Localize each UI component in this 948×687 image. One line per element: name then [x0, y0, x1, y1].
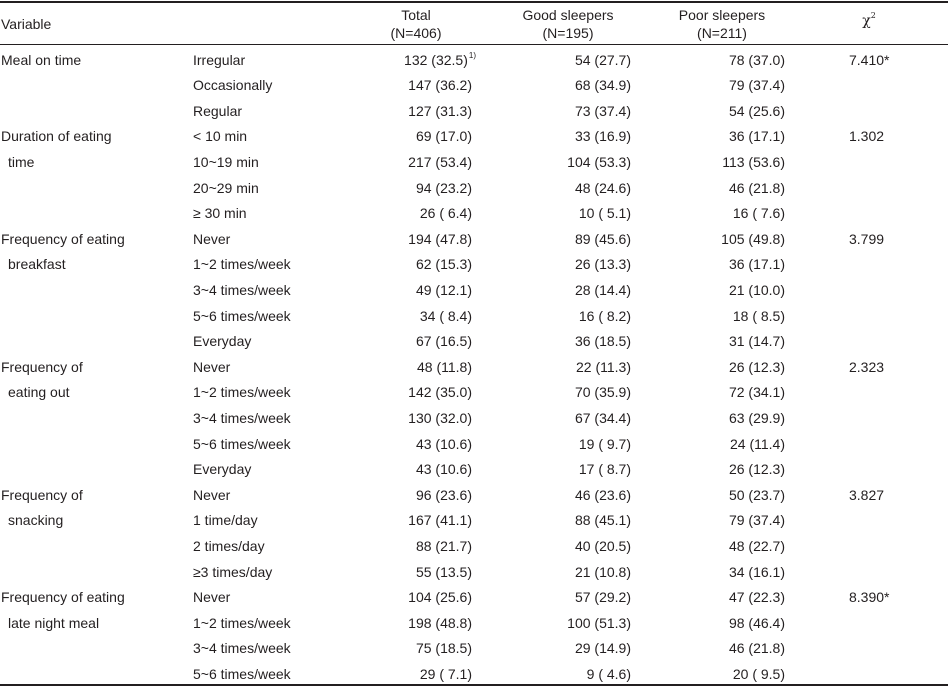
- cell-category: Never: [193, 230, 231, 247]
- cell-category: 3~4 times/week: [193, 409, 291, 426]
- cell-good-sleepers: 67 (34.4): [574, 409, 631, 426]
- cell-category: 3~4 times/week: [193, 640, 291, 657]
- table-row: [0, 48, 948, 74]
- cell-total: 217 (53.4): [408, 153, 472, 170]
- cell-poor-sleepers: 31 (14.7): [728, 333, 785, 350]
- cell-poor-sleepers: 79 (37.4): [728, 512, 785, 529]
- cell-category: 1~2 times/week: [193, 614, 291, 631]
- header-poor-n: (N=211): [697, 25, 747, 41]
- header-good-sleepers: [515, 6, 621, 42]
- cell-chi-square: 2.323: [849, 358, 885, 375]
- cell-variable: time: [8, 153, 35, 170]
- cell-poor-sleepers: 47 (22.3): [728, 589, 785, 606]
- cell-total: 29 ( 7.1): [419, 665, 472, 682]
- cell-good-sleepers: 40 (20.5): [574, 537, 631, 554]
- cell-variable: eating out: [8, 384, 70, 401]
- cell-category: Regular: [193, 102, 243, 119]
- table-row: [0, 73, 948, 99]
- cell-category: 3~4 times/week: [193, 281, 291, 298]
- table-row: [0, 278, 948, 304]
- cell-good-sleepers: 19 ( 9.7): [578, 435, 631, 452]
- cell-total: 142 (35.0): [408, 384, 472, 401]
- header-poor-label: Poor sleepers: [678, 7, 766, 23]
- cell-poor-sleepers: 46 (21.8): [728, 640, 785, 657]
- cell-category: 5~6 times/week: [193, 435, 291, 452]
- cell-total: 67 (16.5): [415, 333, 472, 350]
- table-row: [0, 99, 948, 125]
- table-row: [0, 355, 948, 381]
- cell-category: ≥3 times/day: [193, 563, 273, 580]
- cell-category: 5~6 times/week: [193, 665, 291, 682]
- cell-variable: breakfast: [8, 256, 66, 273]
- table-row: [0, 329, 948, 355]
- cell-good-sleepers: 46 (23.6): [574, 486, 631, 503]
- cell-category: 2 times/day: [193, 537, 265, 554]
- table-row: [0, 560, 948, 586]
- table-row: [0, 201, 948, 227]
- cell-category: Irregular: [193, 51, 246, 68]
- cell-poor-sleepers: 26 (12.3): [728, 358, 785, 375]
- table-row: [0, 406, 948, 432]
- cell-total: 127 (31.3): [408, 102, 472, 119]
- cell-variable: Frequency of eating: [1, 230, 125, 247]
- cell-category: 1~2 times/week: [193, 256, 291, 273]
- cell-poor-sleepers: 18 ( 8.5): [732, 307, 785, 324]
- cell-total: 43 (10.6): [415, 461, 472, 478]
- cell-good-sleepers: 89 (45.6): [574, 230, 631, 247]
- table-row: [0, 150, 948, 176]
- cell-total: 48 (11.8): [417, 358, 472, 375]
- cell-total: 104 (25.6): [408, 589, 472, 606]
- cell-poor-sleepers: 63 (29.9): [728, 409, 785, 426]
- header-variable: Variable: [1, 16, 52, 32]
- table-row: [0, 483, 948, 509]
- cell-category: 5~6 times/week: [193, 307, 291, 324]
- cell-category: 10~19 min: [193, 153, 259, 170]
- cell-total: 96 (23.6): [415, 486, 472, 503]
- cell-category: Everyday: [193, 461, 252, 478]
- cell-category: < 10 min: [193, 128, 248, 145]
- cell-chi-square: 3.827: [849, 486, 885, 503]
- cell-chi-square: 7.410*: [849, 51, 890, 68]
- cell-total: 34 ( 8.4): [419, 307, 472, 324]
- table-row: [0, 227, 948, 253]
- cell-good-sleepers: 33 (16.9): [574, 128, 631, 145]
- cell-good-sleepers: 22 (11.3): [576, 358, 631, 375]
- cell-good-sleepers: 104 (53.3): [567, 153, 631, 170]
- cell-total: 55 (13.5): [415, 563, 472, 580]
- cell-poor-sleepers: 36 (17.1): [728, 256, 785, 273]
- cell-poor-sleepers: 72 (34.1): [728, 384, 785, 401]
- cell-good-sleepers: 48 (24.6): [574, 179, 631, 196]
- cell-poor-sleepers: 113 (53.6): [722, 153, 785, 170]
- table-row: [0, 457, 948, 483]
- cell-good-sleepers: 68 (34.9): [574, 77, 631, 94]
- cell-total: 167 (41.1): [408, 512, 472, 529]
- cell-chi-square: 3.799: [849, 230, 885, 247]
- table-row: [0, 534, 948, 560]
- cell-total: 147 (36.2): [408, 77, 472, 94]
- chi-symbol: χ: [862, 13, 871, 29]
- cell-good-sleepers: 28 (14.4): [574, 281, 631, 298]
- cell-total: 43 (10.6): [415, 435, 472, 452]
- cell-poor-sleepers: 16 ( 7.6): [732, 205, 785, 222]
- cell-good-sleepers: 16 ( 8.2): [578, 307, 631, 324]
- cell-good-sleepers: 17 ( 8.7): [578, 461, 631, 478]
- table-top-rule: [0, 1, 948, 3]
- cell-good-sleepers: 29 (14.9): [574, 640, 631, 657]
- cell-total: 88 (21.7): [415, 537, 472, 554]
- header-total-label: Total: [401, 7, 431, 23]
- cell-good-sleepers: 9 ( 4.6): [586, 665, 631, 682]
- cell-total: 69 (17.0): [415, 128, 472, 145]
- cell-poor-sleepers: 21 (10.0): [728, 281, 785, 298]
- cell-category: Never: [193, 358, 231, 375]
- cell-poor-sleepers: 36 (17.1): [728, 128, 785, 145]
- table-bottom-rule: [0, 684, 948, 686]
- table-row: [0, 124, 948, 150]
- cell-poor-sleepers: 79 (37.4): [728, 77, 785, 94]
- cell-variable: late night meal: [8, 614, 100, 631]
- cell-poor-sleepers: 78 (37.0): [728, 51, 785, 68]
- cell-category: 1 time/day: [193, 512, 258, 529]
- cell-chi-square: 1.302: [849, 128, 885, 145]
- table-row: [0, 252, 948, 278]
- table-row: [0, 304, 948, 330]
- cell-poor-sleepers: 34 (16.1): [728, 563, 785, 580]
- cell-total: 75 (18.5): [415, 640, 472, 657]
- cell-total: 49 (12.1): [415, 281, 472, 298]
- table-row: [0, 176, 948, 202]
- cell-category: 1~2 times/week: [193, 384, 291, 401]
- table-row: [0, 432, 948, 458]
- cell-good-sleepers: 73 (37.4): [574, 102, 631, 119]
- cell-category: 20~29 min: [193, 179, 259, 196]
- cell-total: [404, 48, 476, 74]
- cell-category: Everyday: [193, 333, 252, 350]
- table-row: [0, 636, 948, 662]
- header-total: [366, 6, 466, 42]
- cell-variable: snacking: [8, 512, 64, 529]
- table-row: [0, 508, 948, 534]
- cell-poor-sleepers: 26 (12.3): [728, 461, 785, 478]
- chi-superscript: 2: [870, 11, 876, 20]
- cell-good-sleepers: 57 (29.2): [574, 589, 631, 606]
- table-row: [0, 585, 948, 611]
- cell-total: 130 (32.0): [408, 409, 472, 426]
- cell-poor-sleepers: 24 (11.4): [730, 435, 785, 452]
- cell-category: Never: [193, 486, 231, 503]
- cell-variable: Meal on time: [1, 51, 82, 68]
- cell-poor-sleepers: 98 (46.4): [728, 614, 785, 631]
- cell-chi-square: 8.390*: [849, 589, 890, 606]
- cell-poor-sleepers: 20 ( 9.5): [732, 665, 785, 682]
- cell-variable: Frequency of: [1, 358, 83, 375]
- cell-category: ≥ 30 min: [193, 205, 247, 222]
- cell-poor-sleepers: 105 (49.8): [721, 230, 785, 247]
- cell-good-sleepers: 70 (35.9): [574, 384, 631, 401]
- cell-poor-sleepers: 48 (22.7): [728, 537, 785, 554]
- header-total-n: (N=406): [390, 25, 442, 41]
- cell-good-sleepers: 54 (27.7): [574, 51, 631, 68]
- table-header-rule: [0, 44, 948, 45]
- table-row: [0, 380, 948, 406]
- header-poor-sleepers: [669, 6, 775, 42]
- cell-category: Never: [193, 589, 231, 606]
- header-good-label: Good sleepers: [522, 7, 614, 23]
- cell-good-sleepers: 36 (18.5): [574, 333, 631, 350]
- cell-total-value: 132 (32.5): [404, 51, 468, 68]
- cell-good-sleepers: 100 (51.3): [567, 614, 631, 631]
- cell-poor-sleepers: 50 (23.7): [728, 486, 785, 503]
- cell-total: 62 (15.3): [415, 256, 472, 273]
- cell-total: 198 (48.8): [408, 614, 472, 631]
- cell-variable: Frequency of: [1, 486, 83, 503]
- cell-variable: Duration of eating: [1, 128, 112, 145]
- cell-total: 194 (47.8): [408, 230, 472, 247]
- cell-poor-sleepers: 54 (25.6): [728, 102, 785, 119]
- header-good-n: (N=195): [542, 25, 594, 41]
- cell-good-sleepers: 26 (13.3): [574, 256, 631, 273]
- cell-poor-sleepers: 46 (21.8): [728, 179, 785, 196]
- cell-good-sleepers: 10 ( 5.1): [578, 205, 631, 222]
- cell-category: Occasionally: [193, 77, 273, 94]
- footnote-marker: 1): [468, 50, 476, 60]
- table-row: [0, 611, 948, 637]
- cell-total: 26 ( 6.4): [419, 205, 472, 222]
- cell-good-sleepers: 21 (10.8): [574, 563, 631, 580]
- cell-variable: Frequency of eating: [1, 589, 125, 606]
- header-chi-square: [854, 12, 884, 30]
- cell-total: 94 (23.2): [415, 179, 472, 196]
- cell-good-sleepers: 88 (45.1): [574, 512, 631, 529]
